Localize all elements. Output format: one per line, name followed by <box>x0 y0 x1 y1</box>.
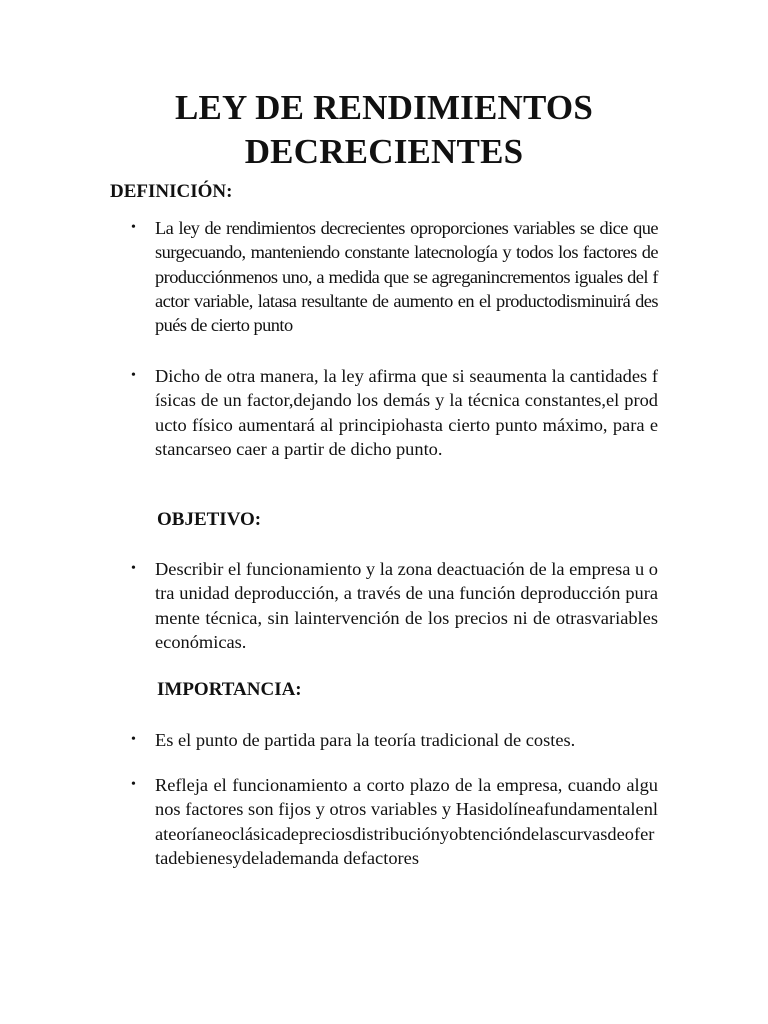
list-item <box>131 557 658 654</box>
list-item <box>131 364 658 461</box>
list-item-text: Es el punto de partida para la teoría tradicional de costes. <box>155 730 576 750</box>
list-item <box>131 728 658 752</box>
list-item-text: Describir el funcionamiento y la zona deactuación de la empresa u otra unidad deproducción, a través de una función deproducción puramente técnica, sin laintervención de los precios ni de otrasvariables económicas. <box>155 559 658 652</box>
list-item <box>131 773 658 870</box>
list-item-text: Refleja el funcionamiento a corto plazo de la empresa, cuando algunos factores son fijos y otros variables y Hasidolíneafundamentalenlateoríaneoclásicadepreciosdistribuciónyobtencióndelascurvasdeofertadebienesydelademanda defactores <box>155 775 658 868</box>
bullet-icon: • <box>131 732 136 747</box>
bullet-icon: • <box>131 561 136 576</box>
bullet-icon: • <box>131 220 136 235</box>
heading-definicion: DEFINICIÓN: <box>110 181 233 202</box>
list-item-text: La ley de rendimientos decrecientes oproporciones variables se dice que surgecuando, manteniendo constante latecnología y todos los factores de producciónmenos uno, a medida que se agreganincrementos iguales del factor variable, latasa resultante de aumento en el productodisminuirá después de cierto punto <box>155 218 658 336</box>
list-item-text: Dicho de otra manera, la ley afirma que si seaumenta la cantidades físicas de un factor,dejando los demás y la técnica constantes,el producto físico aumentará al principiohasta cierto punto máximo, para estancarseo caer a partir de dicho punto. <box>155 366 658 459</box>
bullet-icon: • <box>131 368 136 383</box>
heading-importancia: IMPORTANCIA: <box>157 679 302 700</box>
bullet-icon: • <box>131 777 136 792</box>
document-title: LEY DE RENDIMIENTOS DECRECIENTES <box>174 88 594 171</box>
heading-objetivo: OBJETIVO: <box>157 509 262 530</box>
list-item <box>131 216 658 337</box>
